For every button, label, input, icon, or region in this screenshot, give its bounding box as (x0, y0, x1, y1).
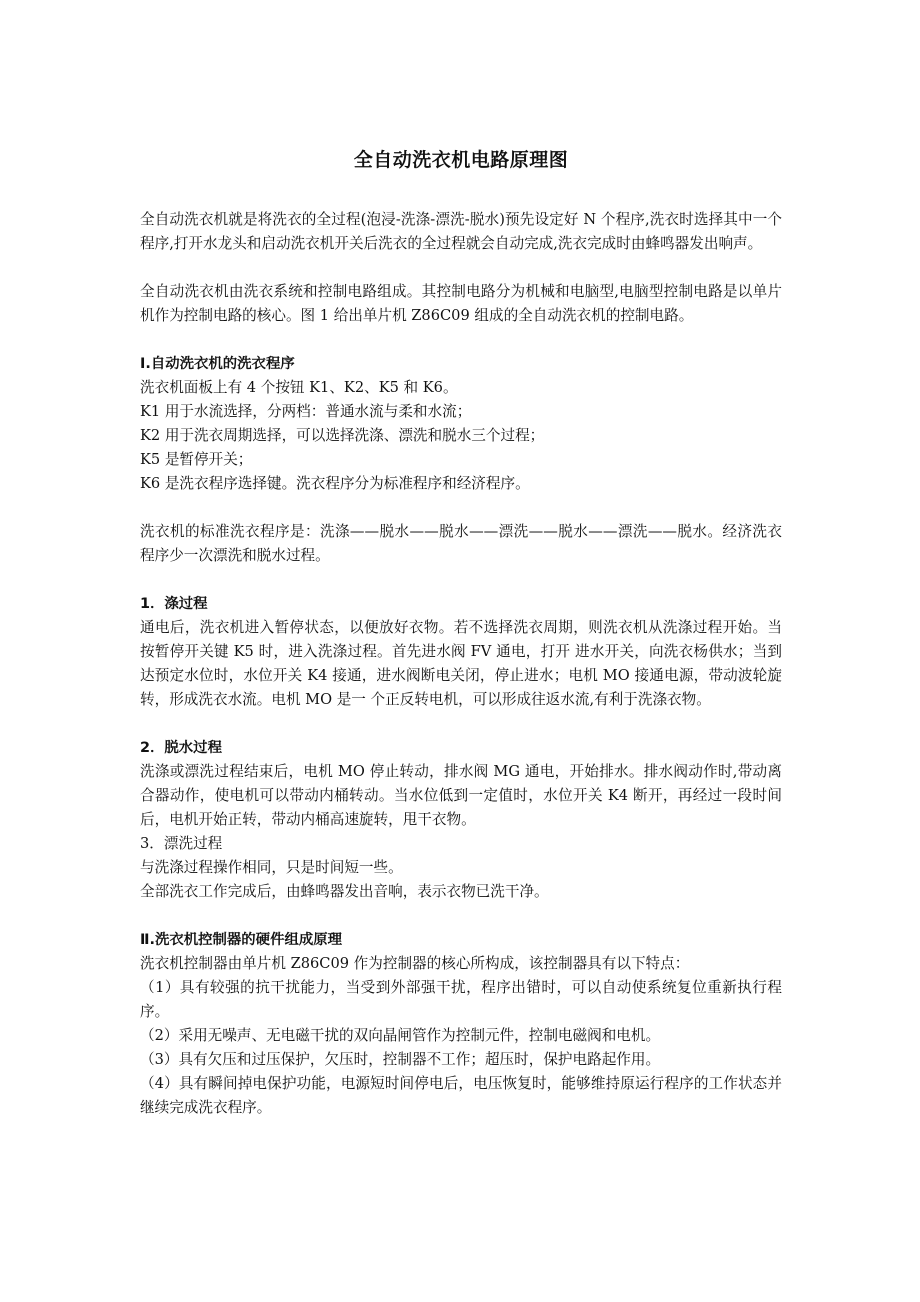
completion-text: 全部洗衣工作完成后，由蜂鸣器发出音响，表示衣物已洗干净。 (140, 883, 549, 900)
section-1-line: K6 是洗衣程序选择键。洗衣程序分为标准程序和经济程序。 (140, 475, 530, 492)
section-2-intro: 洗衣机控制器由单片机 Z86C09 作为控制器的核心所构成，该控制器具有以下特点： (140, 955, 690, 972)
intro-paragraph-2: 全自动洗衣机由洗衣系统和控制电路组成。其控制电路分为机械和电脑型,电脑型控制电路是以单片机作为控制电路的核心。图 1 给出单片机 Z86C09 组成的全自动洗衣机的控制电路。 (140, 283, 782, 324)
section-1-line: K1 用于水流选择，分两档：普通水流与柔和水流； (140, 403, 472, 420)
rinse-process-heading: 3．漂洗过程 (140, 835, 223, 852)
document-page (140, 146, 782, 1120)
page-title: 全自动洗衣机电路原理图 (353, 149, 569, 171)
section-2-heading: Ⅱ.洗衣机控制器的硬件组成原理 (140, 932, 343, 948)
feature-item: （4）具有瞬间掉电保护功能，电源短时间停电后，电压恢复时，能够维持原运行程序的工作状态并继续完成洗衣程序。 (140, 1075, 782, 1116)
feature-item: （2）采用无噪声、无电磁干扰的双向晶闸管作为控制元件，控制电磁阀和电机。 (140, 1027, 661, 1044)
spin-process-text: 洗涤或漂洗过程结束后，电机 MO 停止转动，排水阀 MG 通电，开始排水。排水阀动作时,带动离合器动作，使电机可以带动内桶转动。当水位低到一定值时，水位开关 K4 断开，再经过一段时间后，电机开始正转，带动内桶高速旋转，甩干衣物。 (140, 763, 782, 828)
section-1-line: 洗衣机面板上有 4 个按钮 K1、K2、K5 和 K6。 (140, 379, 458, 396)
section-1-line: K2 用于洗衣周期选择，可以选择洗涤、漂洗和脱水三个过程； (140, 427, 545, 444)
wash-process-heading: 1．涤过程 (140, 596, 208, 612)
standard-program-paragraph: 洗衣机的标准洗衣程序是：洗涤——脱水——脱水——漂洗——脱水——漂洗——脱水。经济洗衣程序少一次漂洗和脱水过程。 (140, 523, 782, 564)
feature-item: （3）具有欠压和过压保护，欠压时，控制器不工作；超压时，保护电路起作用。 (140, 1051, 661, 1068)
wash-process-text: 通电后，洗衣机进入暂停状态，以便放好衣物。若不选择洗衣周期，则洗衣机从洗涤过程开始。当按暂停开关键 K5 时，进入洗涤过程。首先进水阀 FV 通电，打开 进水开关，向洗衣杨供水；当到达预定水位时，水位开关 K4 接通，进水阀断电关闭，停止进水；电机 MO 接通电源，带动波轮旋转，形成洗衣水流。电机 MO 是一 个正反转电机，可以形成往返水流,有利于洗涤衣物。 (140, 619, 782, 708)
section-1-line: K5 是暂停开关； (140, 451, 253, 468)
feature-item: （1）具有较强的抗干扰能力，当受到外部强干扰，程序出错时，可以自动使系统复位重新执行程序。 (140, 979, 782, 1020)
section-1-heading: Ⅰ.自动洗衣机的洗衣程序 (140, 356, 295, 372)
spin-process-heading: 2．脱水过程 (140, 740, 222, 756)
rinse-process-text: 与洗涤过程操作相同，只是时间短一些。 (140, 859, 403, 876)
intro-paragraph-1: 全自动洗衣机就是将洗衣的全过程(泡浸-洗涤-漂洗-脱水)预先设定好 N 个程序,洗衣时选择其中一个程序,打开水龙头和启动洗衣机开关后洗衣的全过程就会自动完成,洗衣完成时由蜂鸣器发出响声。 (140, 211, 782, 252)
